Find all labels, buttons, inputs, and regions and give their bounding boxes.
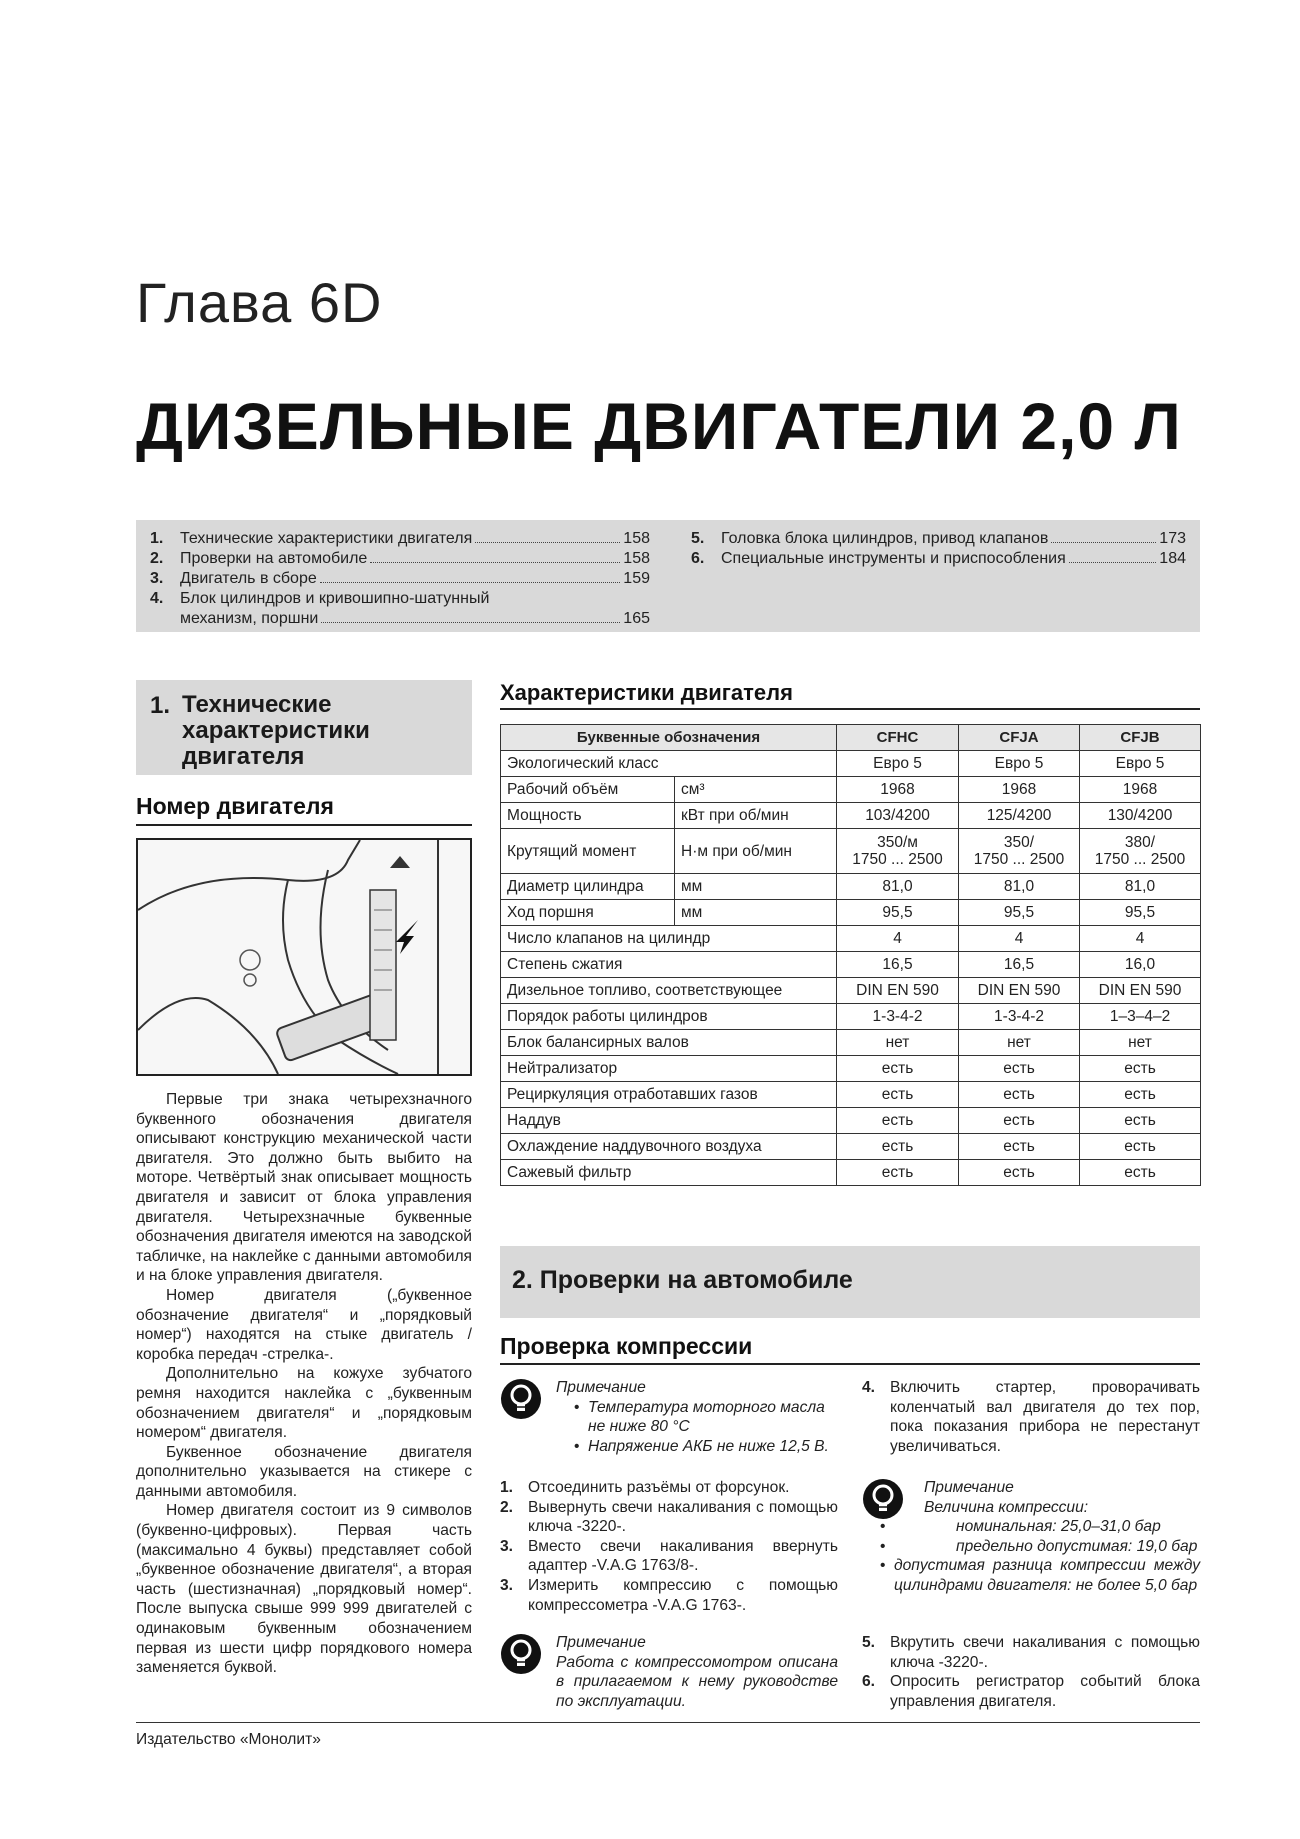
engine-specs-table <box>500 724 1201 1186</box>
note-bullet: • предельно допустимая: 19,0 бар <box>862 1537 1200 1557</box>
row-label: Дизельное топливо, соответствующее <box>501 978 837 1004</box>
cell-value: 95,5 <box>837 900 959 926</box>
cell-value-line: 1750 ... 2500 <box>852 851 943 868</box>
heading-rule <box>500 1363 1200 1365</box>
cell-value: 4 <box>837 926 959 952</box>
note-text: Работа с компрессомотром описана в прилагаемом к нему руководстве по эксплуатации. <box>556 1653 838 1710</box>
row-unit: мм <box>675 900 837 926</box>
cell-value: есть <box>1080 1108 1201 1134</box>
toc-entry[interactable] <box>150 528 650 548</box>
toc-right-column <box>691 528 1186 568</box>
step-number: 2. <box>500 1498 514 1516</box>
step-text: Опросить регистратор событий блока управления двигателя. <box>890 1673 1200 1710</box>
table-row <box>501 874 1201 900</box>
cell-value: есть <box>837 1108 959 1134</box>
step-text: Вкрутить свечи накаливания с помощью ключа -3220-. <box>890 1634 1200 1671</box>
table-row <box>501 751 1201 777</box>
toc-entry-text: Специальные инструменты и приспособления <box>721 550 1066 567</box>
cell-value: Евро 5 <box>959 751 1080 777</box>
cell-value: DIN EN 590 <box>959 978 1080 1004</box>
toc-entry-number: 1. <box>150 530 164 547</box>
engine-number-text <box>136 1090 472 1678</box>
cell-value: 1968 <box>959 777 1080 803</box>
paragraph: Номер двигателя („буквенное обозначение двигателя“ и „порядковый номер“) находятся на стыке двигатель / коробка передач -стрелка-. <box>136 1286 472 1363</box>
section-number: 1. <box>150 692 171 719</box>
cell-value: 125/4200 <box>959 803 1080 829</box>
table-row <box>501 803 1201 829</box>
row-label: Охлаждение наддувочного воздуха <box>501 1134 837 1160</box>
row-label: Диаметр цилиндра <box>501 874 675 900</box>
step-text: Измерить компрессию с помощью компрессометра -V.A.G 1763-. <box>528 1576 838 1614</box>
row-unit: Н·м при об/мин <box>675 829 837 874</box>
cell-value: 4 <box>1080 926 1201 952</box>
toc-entry-number: 3. <box>150 570 164 587</box>
toc-entry-number: 6. <box>691 550 705 567</box>
compression-step-4 <box>862 1378 1200 1456</box>
cell-value: есть <box>1080 1160 1201 1186</box>
row-label: Сажевый фильтр <box>501 1160 837 1186</box>
column-header: CFJB <box>1080 725 1201 751</box>
note-title: Примечание <box>556 1634 646 1651</box>
section-title-line: характеристики <box>182 717 370 744</box>
toc-leader-dots <box>370 562 620 563</box>
step-text: Вместо свечи накаливания ввернуть адаптер -V.A.G 1763/8-. <box>528 1537 838 1575</box>
cell-value <box>1080 829 1201 874</box>
row-label: Рециркуляция отработавших газов <box>501 1082 837 1108</box>
note-bullet: • номинальная: 25,0–31,0 бар <box>862 1517 1200 1537</box>
cell-value: нет <box>959 1030 1080 1056</box>
section-2-heading <box>500 1246 1200 1318</box>
compression-steps-b <box>862 1633 1200 1711</box>
chapter-label: Глава 6D <box>136 271 383 334</box>
note-title: Примечание <box>924 1479 1014 1496</box>
table-row <box>501 900 1201 926</box>
row-label: Крутящий момент <box>501 829 675 874</box>
section-title: 2. Проверки на автомобиле <box>512 1266 853 1294</box>
row-unit: кВт при об/мин <box>675 803 837 829</box>
footer-rule <box>136 1722 1200 1723</box>
toc-entry-continuation[interactable] <box>150 608 650 628</box>
cell-value: есть <box>837 1134 959 1160</box>
cell-value: 1-3-4-2 <box>959 1004 1080 1030</box>
engine-drawing <box>138 840 470 1074</box>
row-label: Экологический класс <box>501 751 837 777</box>
step-text: Отсоединить разъёмы от форсунок. <box>528 1479 790 1496</box>
note-bullet: • Напряжение АКБ не ниже 12,5 В. <box>556 1437 838 1457</box>
cell-value: 16,5 <box>959 952 1080 978</box>
list-item <box>862 1672 1200 1711</box>
compression-steps-a <box>500 1478 838 1615</box>
note-compression-values <box>862 1478 1200 1596</box>
table-row <box>501 1056 1201 1082</box>
row-unit: мм <box>675 874 837 900</box>
table-row <box>501 1108 1201 1134</box>
cell-value: 1968 <box>1080 777 1201 803</box>
column-header: CFJA <box>959 725 1080 751</box>
cell-value: Евро 5 <box>1080 751 1201 777</box>
table-row <box>501 1030 1201 1056</box>
cell-value: 1968 <box>837 777 959 803</box>
table-row <box>501 1134 1201 1160</box>
toc-entry-text: Блок цилиндров и кривошипно-шатунный <box>180 590 490 607</box>
cell-value: есть <box>837 1056 959 1082</box>
lightbulb-icon <box>500 1378 542 1420</box>
toc-entry-number: 4. <box>150 590 164 607</box>
paragraph: Буквенное обозначение двигателя дополнительно указывается на стикере с данными автомобиля. <box>136 1443 472 1500</box>
row-label: Степень сжатия <box>501 952 837 978</box>
section-title <box>182 692 370 770</box>
cell-value: есть <box>837 1082 959 1108</box>
footer-publisher: Издательство «Монолит» <box>136 1731 321 1748</box>
cell-value: есть <box>959 1108 1080 1134</box>
row-label: Наддув <box>501 1108 837 1134</box>
list-item <box>500 1478 838 1498</box>
cell-value: DIN EN 590 <box>1080 978 1201 1004</box>
page-title: ДИЗЕЛЬНЫЕ ДВИГАТЕЛИ 2,0 Л <box>136 389 1182 463</box>
table-row <box>501 978 1201 1004</box>
row-label: Блок балансирных валов <box>501 1030 837 1056</box>
toc-entry[interactable] <box>691 548 1186 568</box>
toc-entry[interactable] <box>150 568 650 588</box>
row-label: Нейтрализатор <box>501 1056 837 1082</box>
table-row <box>501 829 1201 874</box>
step-text: Включить стартер, проворачивать коленчатый вал двигателя до тех пор, пока показания прибора не перестанут увеличиваться. <box>890 1379 1200 1455</box>
toc-leader-dots <box>1051 542 1156 543</box>
cell-value <box>959 829 1080 874</box>
compression-check-heading: Проверка компрессии <box>500 1333 753 1359</box>
note-subtitle: Величина компрессии: <box>924 1498 1089 1516</box>
toc-entry-text: Двигатель в сборе <box>180 570 317 587</box>
cell-value: есть <box>837 1160 959 1186</box>
cell-value: есть <box>959 1056 1080 1082</box>
cell-value: есть <box>959 1082 1080 1108</box>
note-temperature <box>556 1378 838 1456</box>
heading-rule <box>500 708 1200 710</box>
step-number: 3. <box>500 1537 514 1555</box>
engine-number-illustration <box>136 838 472 1076</box>
cell-value: DIN EN 590 <box>837 978 959 1004</box>
cell-value: 16,5 <box>837 952 959 978</box>
toc-entry-text: Головка блока цилиндров, привод клапанов <box>721 530 1049 547</box>
step-number: 1. <box>500 1479 514 1496</box>
cell-value: есть <box>1080 1134 1201 1160</box>
toc-leader-dots <box>321 622 620 623</box>
table-row <box>501 1004 1201 1030</box>
column-header: Буквенные обозначения <box>501 725 837 751</box>
table-row <box>501 777 1201 803</box>
table-header-row <box>501 725 1201 751</box>
list-item <box>500 1498 838 1537</box>
cell-value <box>837 829 959 874</box>
cell-value: нет <box>1080 1030 1201 1056</box>
toc-entry-text: Проверки на автомобиле <box>180 550 368 567</box>
paragraph: Номер двигателя состоит из 9 символов (буквенно-цифровых). Первая часть (максимально 4 буквы) представляет собой „буквенное обозначение двигателя“, а вторая часть (шестизначная) „порядковый номер“. После выпуска свыше 999 999 двигателей с одинаковым буквенным обозначением первая из шести цифр порядкового номера заменяется буквой. <box>136 1502 472 1677</box>
row-label: Порядок работы цилиндров <box>501 1004 837 1030</box>
cell-value: 81,0 <box>1080 874 1201 900</box>
toc-entry-page: 158 <box>623 550 650 567</box>
cell-value: 130/4200 <box>1080 803 1201 829</box>
engine-number-heading: Номер двигателя <box>136 793 334 819</box>
cell-value-line: 1750 ... 2500 <box>1094 851 1186 868</box>
cell-value: есть <box>1080 1082 1201 1108</box>
toc-entry-text: механизм, поршни <box>180 610 319 627</box>
cell-value: 95,5 <box>959 900 1080 926</box>
cell-value: 81,0 <box>837 874 959 900</box>
cell-value: 95,5 <box>1080 900 1201 926</box>
toc-entry-page: 165 <box>623 610 650 627</box>
cell-value: 4 <box>959 926 1080 952</box>
paragraph: Первые три знака четырехзначного буквенного обозначения двигателя описывают конструкцию механической части двигателя. Это должно быть выбито на моторе. Четвёртый знак описывает мощность двигателя и зависит от блока управления двигателя. Четырехзначные буквенные обозначения двигателя имеются на заводской табличке, на наклейке с данными автомобиля и на блоке управления двигателя. <box>136 1091 473 1285</box>
cell-value-line: 380/ <box>1124 834 1156 851</box>
section-title-line: двигателя <box>182 743 305 770</box>
toc-left-column <box>150 528 650 628</box>
step-number: 6. <box>862 1673 876 1691</box>
table-row <box>501 926 1201 952</box>
cell-value: Евро 5 <box>837 751 959 777</box>
cell-value: 16,0 <box>1080 952 1201 978</box>
section-1-heading <box>136 680 472 775</box>
cell-value-line: 350/м <box>877 834 918 851</box>
cell-value: нет <box>837 1030 959 1056</box>
cell-value: есть <box>1080 1056 1201 1082</box>
toc-entry[interactable] <box>691 528 1186 548</box>
toc-entry[interactable] <box>150 548 650 568</box>
paragraph: Дополнительно на кожухе зубчатого ремня находится наклейка с „буквенным обозначением двигателя“ и „порядковым номером“ двигателя. <box>136 1365 472 1442</box>
cell-value: есть <box>959 1134 1080 1160</box>
column-header: CFHC <box>837 725 959 751</box>
heading-rule <box>136 824 472 826</box>
table-row <box>501 1160 1201 1186</box>
step-number: 4. <box>862 1379 876 1396</box>
toc-entry-page: 159 <box>623 570 650 587</box>
step-number: 3. <box>500 1576 514 1594</box>
toc-entry-text: Технические характеристики двигателя <box>180 530 473 547</box>
table-row <box>501 952 1201 978</box>
cell-value: 81,0 <box>959 874 1080 900</box>
list-item <box>862 1378 1200 1456</box>
note-bullet: • допустимая разница компрессии между цилиндрами двигателя: не более 5,0 бар <box>862 1556 1200 1595</box>
cell-value: 1-3-4-2 <box>837 1004 959 1030</box>
list-item <box>862 1633 1200 1672</box>
cell-value: есть <box>959 1160 1080 1186</box>
table-of-contents <box>136 520 1200 632</box>
note-bullet: • Температура моторного масла не ниже 80 °С <box>556 1398 838 1437</box>
list-item <box>500 1576 838 1615</box>
row-label: Ход поршня <box>501 900 675 926</box>
toc-leader-dots <box>320 582 621 583</box>
cell-value: 1–3–4–2 <box>1080 1004 1201 1030</box>
toc-entry-number: 5. <box>691 530 705 547</box>
step-text: Вывернуть свечи накаливания с помощью ключа -3220-. <box>528 1498 838 1536</box>
row-label: Число клапанов на цилиндр <box>501 926 837 952</box>
row-unit: см³ <box>675 777 837 803</box>
toc-entry-page: 173 <box>1159 530 1186 547</box>
toc-leader-dots <box>475 542 620 543</box>
note-title: Примечание <box>556 1379 646 1396</box>
step-number: 5. <box>862 1634 876 1651</box>
toc-entry-page: 158 <box>623 530 650 547</box>
specs-heading: Характеристики двигателя <box>500 680 793 705</box>
toc-entry[interactable] <box>150 588 650 608</box>
list-item <box>500 1537 838 1576</box>
note-compressometer <box>500 1633 838 1711</box>
toc-entry-number: 2. <box>150 550 164 567</box>
section-title-line: Технические <box>182 691 332 718</box>
row-label: Мощность <box>501 803 675 829</box>
toc-leader-dots <box>1069 562 1157 563</box>
toc-entry-page: 184 <box>1159 550 1186 567</box>
cell-value-line: 350/ <box>1003 834 1035 851</box>
cell-value-line: 1750 ... 2500 <box>973 851 1065 868</box>
cell-value: 103/4200 <box>837 803 959 829</box>
row-label: Рабочий объём <box>501 777 675 803</box>
table-row <box>501 1082 1201 1108</box>
